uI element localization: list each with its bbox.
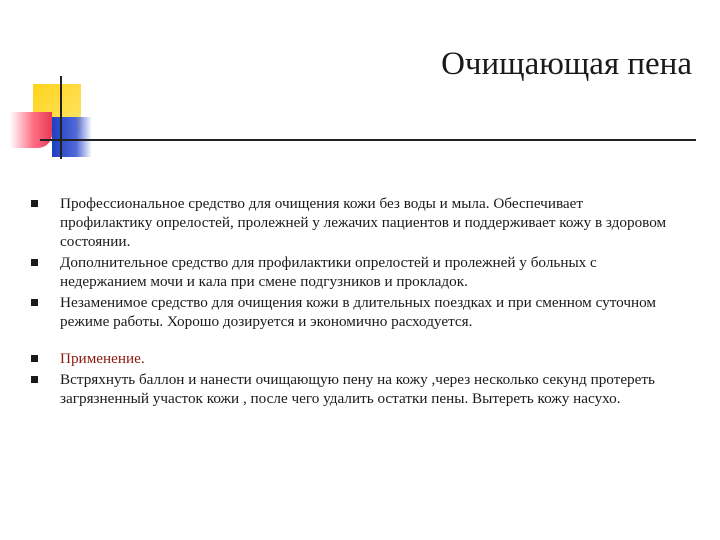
logo-blue-square (52, 117, 92, 157)
usage-heading: Применение. (60, 350, 145, 367)
title-underline (40, 139, 696, 141)
square-bullet-icon (31, 376, 38, 383)
bullet-item (28, 370, 668, 408)
bullet-item (28, 194, 668, 251)
bullet-list (28, 194, 668, 410)
square-bullet-icon (31, 259, 38, 266)
square-bullet-icon (31, 200, 38, 207)
bullet-item (28, 293, 668, 331)
bullet-item-heading (28, 349, 668, 368)
logo-red-square (10, 112, 52, 148)
bullet-text: Профессиональное средство для очищения кожи без воды и мыла. Обеспечивает профилактику опрелостей, пролежней у лежачих пациентов и поддерживает кожу в здоровом состоянии. (60, 195, 667, 250)
logo-vertical-line (60, 76, 62, 159)
bullet-text: Встряхнуть баллон и нанести очищающую пену на кожу ,через несколько секунд протереть загрязненный участок кожи , после чего удалить остатки пены. Вытереть кожу насухо. (60, 371, 655, 407)
square-bullet-icon (31, 355, 38, 362)
bullet-text: Дополнительное средство для профилактики опрелостей и пролежней у больных с недержанием мочи и кала при смене подгузников и прокладок. (60, 254, 597, 290)
bullet-text: Незаменимое средство для очищения кожи в длительных поездках и при сменном суточном режиме работы. Хорошо дозируется и экономично расходуется. (60, 294, 657, 330)
square-bullet-icon (31, 299, 38, 306)
bullet-item (28, 253, 668, 291)
slide-title: Очищающая пена (441, 46, 692, 82)
